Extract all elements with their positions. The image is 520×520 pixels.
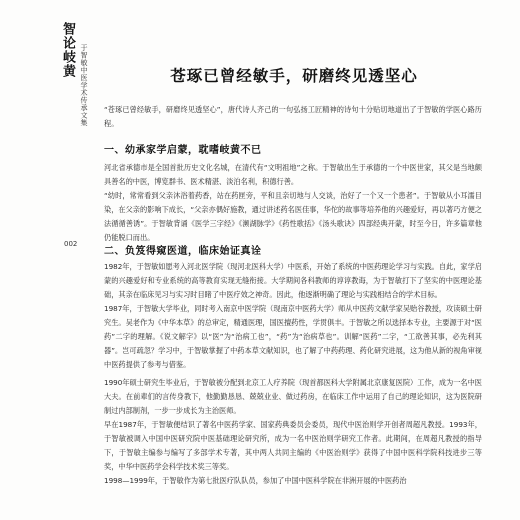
section-1-paragraph-1: 河北省承德市是全国首批历史文化名城，在清代有“文明祖地”之称。于智敏出生于承德的一个中医世家，其父是当地颇具善名的中医，博览群书、医术精湛、淡泊名利，积德行善。 — [104, 163, 482, 186]
section-2-paragraph-1: 1982年，于智敏如愿考入河北医学院（现河北医科大学）中医系，开始了系统的中医药理论学习与实践。自此，家学启蒙的兴趣爱好和专业系统的高等教育实现无缝衔接。大学期间各科教师的谆谆教诲，为于智敏打下了坚实的中医理论基础，其亲在临床见习与实习时目睹了中医疗效之神奇。因此，他逐渐明确了理论与实践相结合的学术目标。 — [104, 262, 482, 299]
section-heading-2: 二、负笈得窥医道，临床始证真诠 — [104, 246, 262, 257]
running-head-vertical — [58, 22, 92, 127]
section-2-paragraph-4: 早在1987年，于智敏便结识了著名中医药学家、国家药典委员会委员，现代中医治则学开创者周超凡教授。1993年，于智敏被调入中国中医研究院中医基础理论研究所，成为一名中医治则学研究工作者。此期间，在周超凡教授的指导下，于智敏主编参与编写了多部学术专著，其中两人共同主编的《中医治则学》获得了中国中医科学院科技进步三等奖，中华中医药学会科学技术奖三等奖。 — [104, 420, 482, 471]
section-heading-1: 一、幼承家学启蒙，耽嗜岐黄不已 — [104, 145, 262, 156]
section-2-paragraph-2: 1987年，于智敏大学毕业，同时考入南京中医学院（现南京中医药大学）师从中医药文献学家吴贻谷教授，攻读硕士研究生。吴老作为《中华本草》的总审定，精通医理，国医擅药性，学贯俱丰。于智敏之所以选择本专业，主要源于对“医药”二字的理解。《说文解字》以“医”为“治病工也”，“药”为“治病草也”。训解“医药”二字，“工欲善其事，必先利其器”。岂可疏忽？学习中，于智敏掌握了中药本草文献知识，也了解了中药药理、药化研究进展，这为他从新的视角审视中医药提供了参考与借鉴。 — [104, 304, 482, 369]
section-1-paragraph-2: “幼时，常常看到父亲沐浴着药香，站在药匣旁，平和且亲切地与人交谈，治好了一个又一个患者”。于智敏从小耳濡目染，在父亲的影响下成长，“父亲亦偶好施教，通过讲述药名医佳事，华佗的故事等培养他的兴趣爱好，再以著巧方便之法循循善诱”。于智敏背诵《医学三字经》《濒湖脉学》《药性歌括》《汤头歌诀》四部经典开蒙，时至今日，许多篇章他仍能脱口而出。 — [104, 191, 482, 242]
book-subtitle-vertical: 于智敏中医学术传承文集 — [80, 44, 88, 127]
article-title: 苍琢已曾经敏手，研磨终见透坚心 — [170, 66, 418, 85]
page-number: 002 — [64, 240, 78, 248]
book-title-vertical: 智论岐黄 — [60, 22, 75, 78]
section-2-paragraph-5: 1998—1999年，于智敏作为第七批医疗队队员，参加了中国中医科学院在非洲开展的中医药治 — [104, 476, 407, 485]
intro-paragraph: “苍琢已曾经敏手，研磨终见透坚心”，唐代诗人齐己的一句弘扬工匠精神的诗句十分贴切地道出了于智敏的学医心路历程。 — [104, 105, 482, 128]
section-2-paragraph-3: 1990年硕士研究生毕业后，于智敏被分配到北京工人疗养院（现首都医科大学附属北京康复医院）工作，成为一名中医大夫。在前辈们的言传身教下，他勤勤恳恳、兢兢业业、做过药房，在临床工作中运用了自己的理论知识，这为医院研制过内部制剂，一步一步成长为主治医师。 — [104, 378, 482, 415]
